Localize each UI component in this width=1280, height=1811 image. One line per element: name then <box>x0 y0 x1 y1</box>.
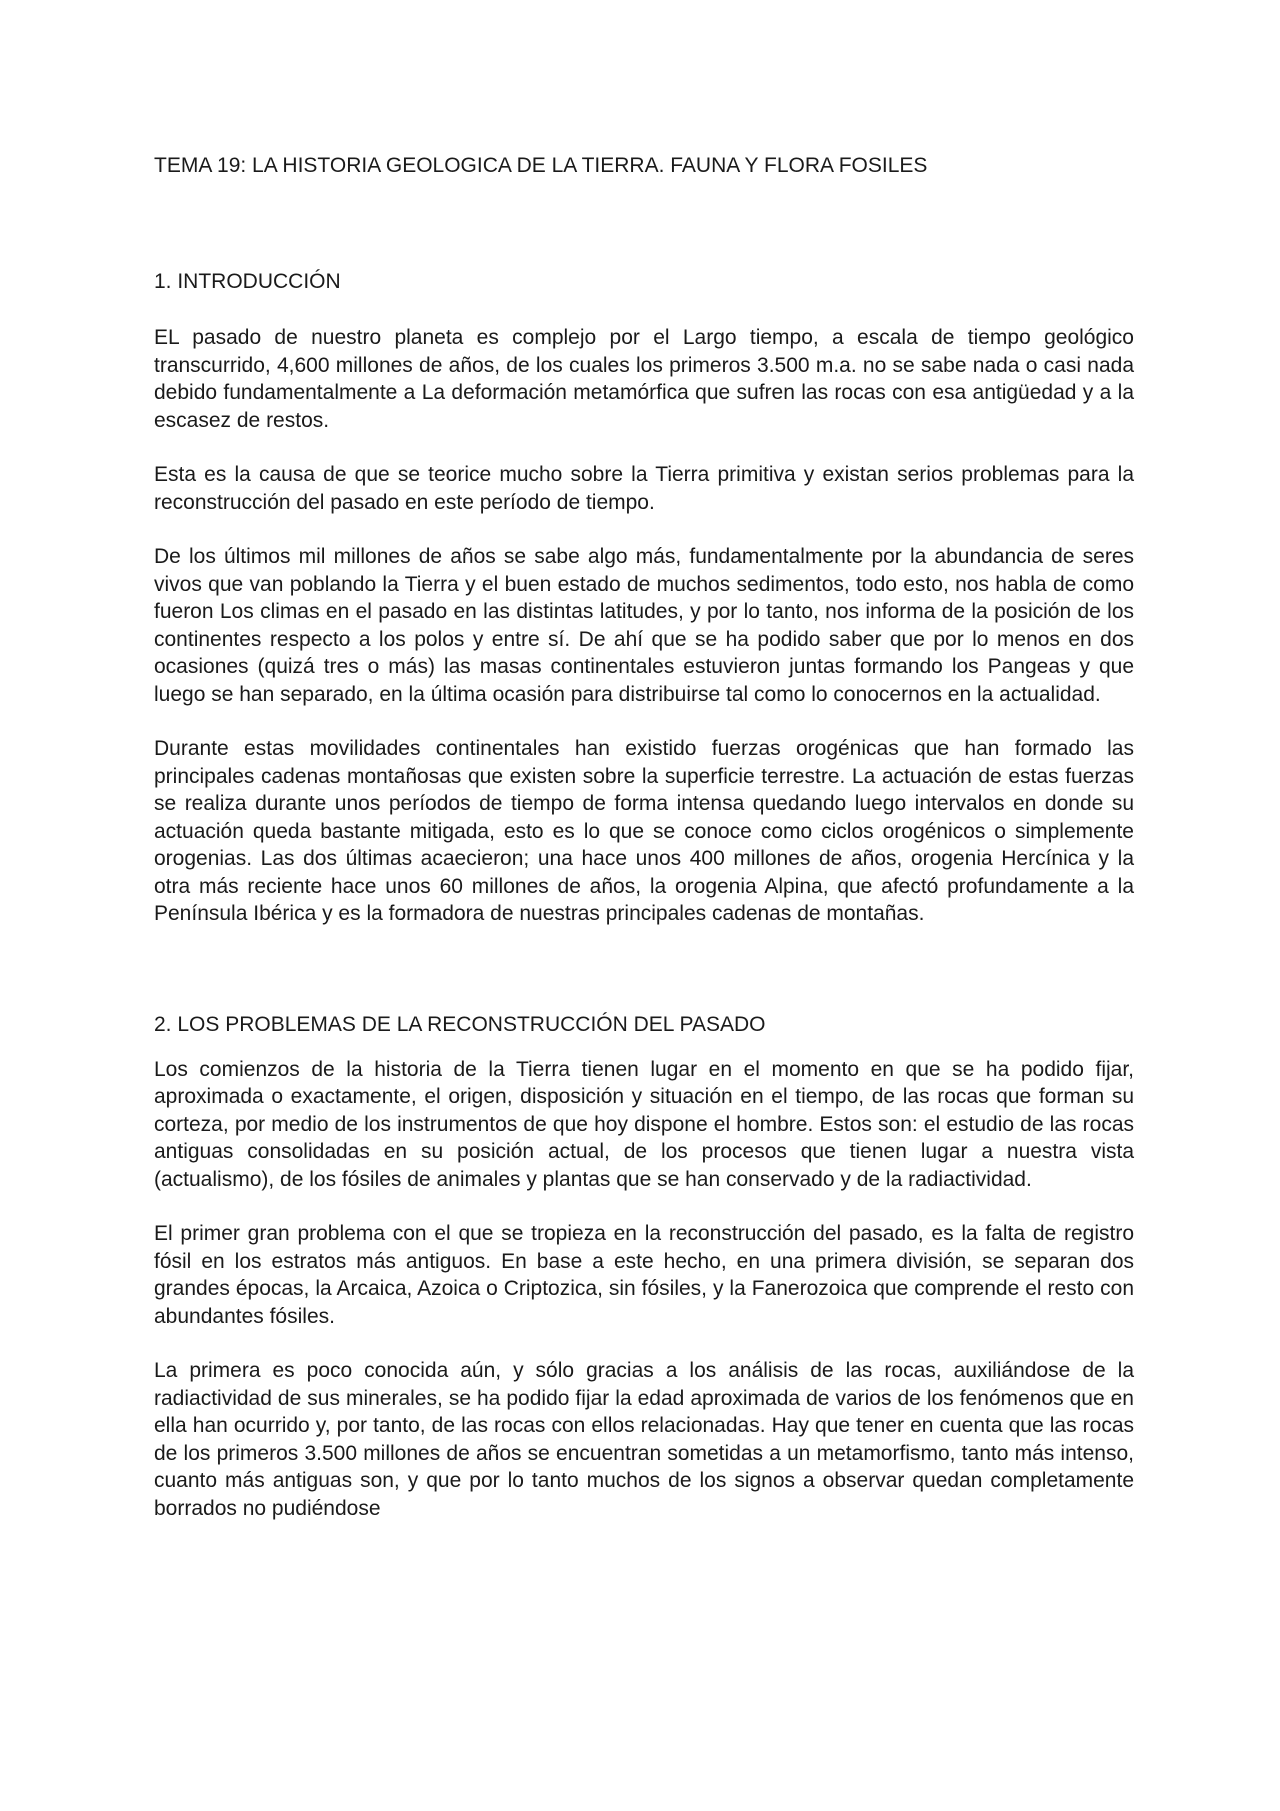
section-heading: 2. LOS PROBLEMAS DE LA RECONSTRUCCIÓN DEL PASADO <box>154 1012 766 1036</box>
section-heading: 1. INTRODUCCIÓN <box>154 270 341 293</box>
paragraph: La primera es poco conocida aún, y sólo gracias a los análisis de las rocas, auxiliándose de la radiactividad de sus minerales, se ha podido fijar la edad aproximada de varios de los fenómenos que en ella han ocurrido y, por tanto, de las rocas con ellos relacionadas. Hay que tener en cuenta que las rocas de los primeros 3.500 millones de años se encuentran sometidas a un metamorfismo, tanto más intenso, cuanto más antiguas son, y que por lo tanto muchos de los signos a observar quedan completamente borrados no pudiéndose <box>154 1359 1134 1520</box>
document-page <box>154 152 1134 1522</box>
paragraph: Los comienzos de la historia de la Tierra tienen lugar en el momento en que se ha podido fijar, aproximada o exactamente, el origen, disposición y situación en el tiempo, de las rocas que forman su corteza, por medio de los instrumentos de que hoy dispone el hombre. Estos son: el estudio de las rocas antiguas consolidadas en su posición actual, de los procesos que tienen lugar a nuestra vista (actualismo), de los fósiles de animales y plantas que se han conservado y de la radiactividad. <box>154 1057 1134 1191</box>
paragraph: EL pasado de nuestro planeta es complejo por el Largo tiempo, a escala de tiempo geológico transcurrido, 4,600 millones de años, de los cuales los primeros 3.500 m.a. no se sabe nada o casi nada debido fundamentalmente a La deformación metamórfica que sufren las rocas con esa antigüedad y a la escasez de restos. <box>154 326 1134 432</box>
section-problemas-reconstruccion <box>154 1011 1134 1523</box>
document-title: TEMA 19: LA HISTORIA GEOLOGICA DE LA TIERRA. FAUNA Y FLORA FOSILES <box>154 154 928 177</box>
paragraph: Durante estas movilidades continentales han existido fuerzas orogénicas que han formado las principales cadenas montañosas que existen sobre la superficie terrestre. La actuación de estas fuerzas se realiza durante unos períodos de tiempo de forma intensa quedando luego intervalos en donde su actuación queda bastante mitigada, esto es lo que se conoce como ciclos orogénicos o simplemente orogenias. Las dos últimas acaecieron; una hace unos 400 millones de años, orogenia Hercínica y la otra más reciente hace unos 60 millones de años, la orogenia Alpina, que afectó profundamente a la Península Ibérica y es la formadora de nuestras principales cadenas de montañas. <box>154 737 1134 925</box>
paragraph: De los últimos mil millones de años se sabe algo más, fundamentalmente por la abundancia de seres vivos que van poblando la Tierra y el buen estado de muchos sedimentos, todo esto, nos habla de como fueron Los climas en el pasado en las distintas latitudes, y por lo tanto, nos informa de la posición de los continentes respecto a los polos y entre sí. De ahí que se ha podido saber que por lo menos en dos ocasiones (quizá tres o más) las masas continentales estuvieron juntas formando los Pangeas y que luego se han separado, en la última ocasión para distribuirse tal como lo conocernos en la actualidad. <box>154 545 1134 706</box>
paragraph: El primer gran problema con el que se tropieza en la reconstrucción del pasado, es la falta de registro fósil en los estratos más antiguos. En base a este hecho, en una primera división, se separan dos grandes épocas, la Arcaica, Azoica o Criptozica, sin fósiles, y la Fanerozoica que comprende el resto con abundantes fósiles. <box>154 1222 1134 1328</box>
section-introduccion <box>154 268 1134 928</box>
paragraph: Esta es la causa de que se teorice mucho sobre la Tierra primitiva y existan serios problemas para la reconstrucción del pasado en este período de tiempo. <box>154 463 1134 514</box>
